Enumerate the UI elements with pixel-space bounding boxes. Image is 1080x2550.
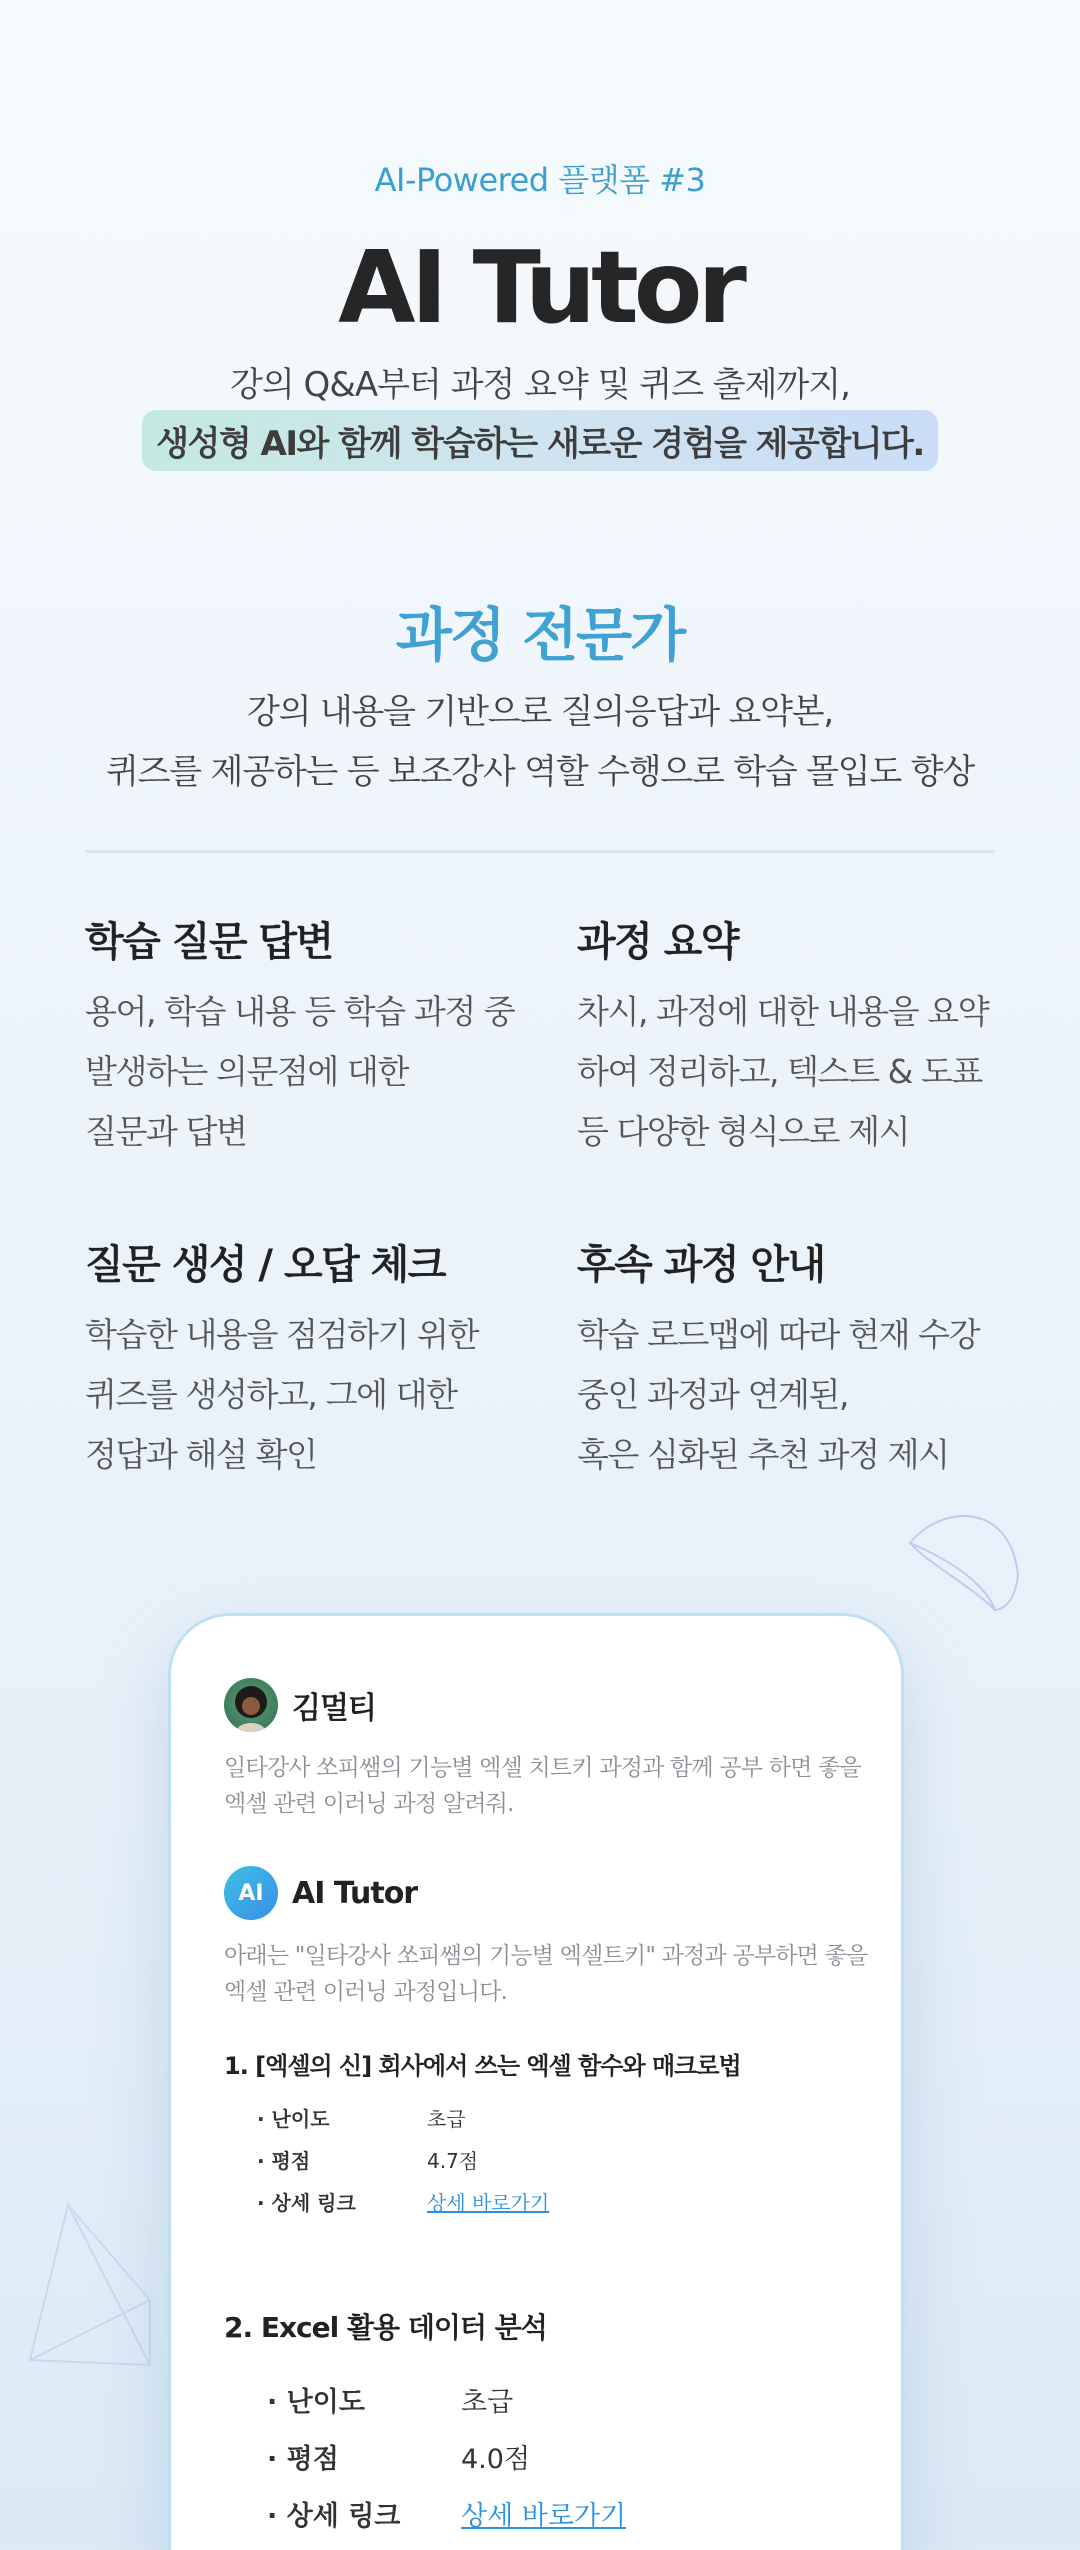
- row-label: · 평점: [267, 2444, 339, 2475]
- course-rating-row: [267, 2428, 626, 2485]
- prism-decoration-icon: [20, 2190, 180, 2400]
- ai-avatar: AI: [224, 1866, 278, 1920]
- row-value: 초급: [461, 2387, 514, 2418]
- section-desc-line-1: 강의 내용을 기반으로 질의응답과 요약본,: [247, 692, 833, 732]
- course-detail-link[interactable]: 상세 바로가기: [427, 2190, 550, 2215]
- section-title: 과정 전문가: [395, 601, 685, 669]
- row-value: 4.7점: [427, 2148, 479, 2173]
- section-description: [0, 682, 1080, 802]
- phone-mockup: [168, 1613, 904, 2550]
- course-difficulty-row: [257, 2096, 549, 2138]
- feature-next-course: [577, 1237, 1017, 1485]
- user-avatar-icon: [224, 1678, 278, 1732]
- row-value: 초급: [427, 2106, 466, 2131]
- row-value: 4.0점: [461, 2444, 531, 2475]
- course-link-row: [267, 2485, 626, 2542]
- section-desc-line-2: 퀴즈를 제공하는 등 보조강사 역할 수행으로 학습 몰입도 향상: [106, 752, 974, 792]
- course-details: [267, 2371, 626, 2542]
- feature-title: 질문 생성 / 오답 체크: [85, 1242, 445, 1288]
- intro-line-1: 강의 Q&A부터 과정 요약 및 퀴즈 출제까지,: [230, 365, 850, 405]
- course-link-row: [257, 2180, 549, 2222]
- user-name: 김멀티: [292, 1691, 376, 1726]
- intro-line-2: 생성형 AI와 함께 학습하는 새로운 경험을 제공합니다.: [142, 410, 938, 471]
- feature-title: 학습 질문 답변: [85, 919, 333, 965]
- leaf-decoration-icon: [900, 1505, 1030, 1625]
- row-label: · 난이도: [257, 2106, 330, 2131]
- row-label: · 상세 링크: [257, 2190, 356, 2215]
- course-title: 2. Excel 활용 데이터 분석: [224, 2311, 547, 2344]
- course-details: [257, 2096, 549, 2222]
- ai-message-text: 아래는 "일타강사 쏘피쌤의 기능별 엑셀트키" 과정과 공부하면 좋을 엑셀 관련 이러닝 과정입니다.: [224, 1943, 868, 2005]
- course-title: 1. [엑셀의 신] 회사에서 쓰는 엑셀 함수와 매크로법: [224, 2052, 741, 2080]
- user-message-text: 일타강사 쏘피쌤의 기능별 엑셀 치트키 과정과 함께 공부 하면 좋을 엑셀 관련 이러닝 과정 알려줘.: [224, 1755, 861, 1817]
- course-detail-link[interactable]: 상세 바로가기: [461, 2501, 627, 2532]
- feature-summary: [577, 914, 1017, 1162]
- user-avatar: [224, 1678, 278, 1732]
- eyebrow-label: AI-Powered 플랫폼 #3: [374, 161, 706, 199]
- feature-title: 과정 요약: [577, 919, 738, 965]
- feature-quiz: [85, 1237, 525, 1485]
- row-label: · 평점: [257, 2148, 311, 2173]
- feature-qa: [85, 914, 525, 1162]
- feature-description: 학습한 내용을 점검하기 위한 퀴즈를 생성하고, 그에 대한 정답과 해설 확인: [85, 1315, 479, 1474]
- ai-name: AI Tutor: [292, 1875, 418, 1911]
- ai-message: [224, 1866, 874, 2010]
- row-label: · 상세 링크: [267, 2501, 401, 2532]
- course-rating-row: [257, 2138, 549, 2180]
- feature-title: 후속 과정 안내: [577, 1242, 825, 1288]
- feature-description: 차시, 과정에 대한 내용을 요약 하여 정리하고, 텍스트 & 도표 등 다양한 형식으로 제시: [577, 992, 989, 1151]
- row-label: · 난이도: [267, 2387, 365, 2418]
- divider: [85, 850, 995, 853]
- feature-description: 학습 로드맵에 따라 현재 수강 중인 과정과 연계된, 혹은 심화된 추천 과정 제시: [577, 1315, 980, 1474]
- feature-description: 용어, 학습 내용 등 학습 과정 중 발생하는 의문점에 대한 질문과 답변: [85, 992, 515, 1151]
- page-title: AI Tutor: [338, 229, 742, 346]
- intro-highlight: [0, 410, 1080, 471]
- user-message: [224, 1678, 874, 1822]
- course-difficulty-row: [267, 2371, 626, 2428]
